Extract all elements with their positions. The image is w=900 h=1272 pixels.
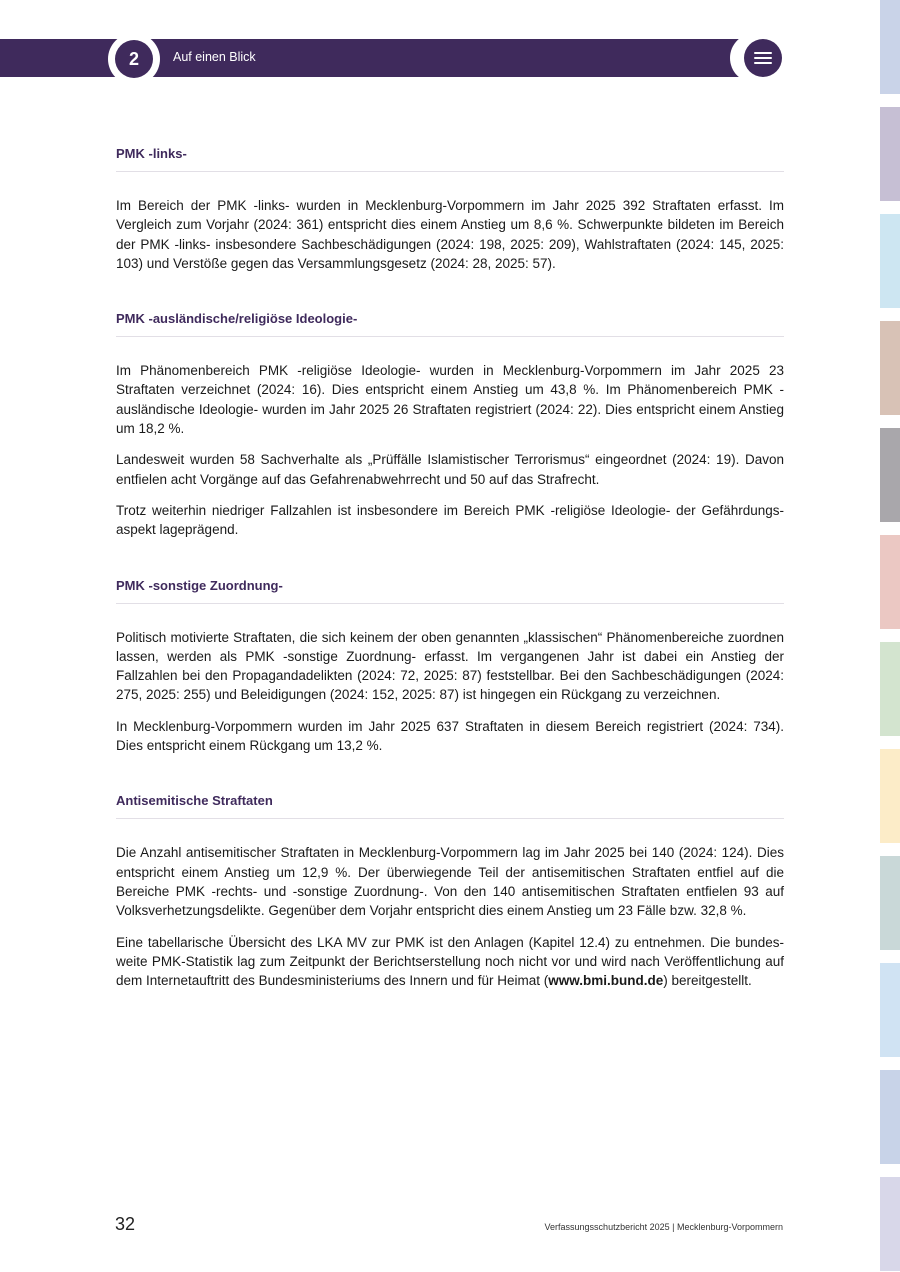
bmi-link[interactable]: www.bmi.bund.de xyxy=(548,973,664,989)
menu-button[interactable] xyxy=(730,33,790,83)
chapter-tab[interactable] xyxy=(880,214,900,308)
chapter-tab[interactable] xyxy=(880,642,900,736)
main-content xyxy=(116,146,784,1002)
chapter-title[interactable]: Auf einen Blick xyxy=(173,50,256,64)
chapter-tab[interactable] xyxy=(880,107,900,201)
chapter-tabs xyxy=(880,0,900,1272)
page-number: 32 xyxy=(115,1214,136,1234)
paragraph: Trotz weiterhin niedriger Fallzahlen ist insbesondere im Bereich PMK -religiöse Ideologie- der Gefährdungsaspekt lageprägend. xyxy=(116,502,784,538)
chapter-tab[interactable] xyxy=(880,535,900,629)
chapter-tab[interactable] xyxy=(880,1070,900,1164)
paragraph: Im Phänomenbereich PMK -religiöse Ideologie- wurden in Mecklenburg-Vorpommern im Jahr 2025 23 Straftaten verzeichnet (2024: 16). Dies entspricht einem Anstieg um 43,8 %. Im Phänomenbereich PMK -ausländische Ideologie- wurden im Jahr 2025 26 Straftaten registriert (2024: 22). Dies entspricht einem Anstieg um 18,2 %. xyxy=(116,363,784,437)
chapter-tab[interactable] xyxy=(880,749,900,843)
hamburger-menu-icon[interactable] xyxy=(744,39,782,77)
paragraph: Im Bereich der PMK -links- wurden in Mecklenburg-Vorpommern im Jahr 2025 392 Straftaten erfasst. Im Vergleich zum Vorjahr (2024: 361) entspricht dies einem Anstieg um 8,6 %. Schwerpunkte bildeten im Bereich der PMK -links- insbesondere Sachbeschädigungen (2024: 198, 2025: 209), Wahlstraftaten (2024: 145, 2025: 103) und Verstöße gegen das Versammlungsgesetz (2024: 28, 2025: 57). xyxy=(116,198,784,271)
chapter-tab[interactable] xyxy=(880,321,900,415)
section-pmk-sonstige xyxy=(116,578,784,756)
paragraph: Politisch motivierte Straftaten, die sich keinem der oben genannten „klassischen“ Phänomenbereiche zuordnen lassen, werden als PMK -sonstige Zuordnung- erfasst. Im vergangenen Jahr ist dabei ein Anstieg der Fallzahlen bei den Propagandadelikten (2024: 72, 2025: 87) feststellbar. Bei den Sachbeschädigungen (2024: 275, 2025: 255) und Beleidigungen (2024: 152, 2025: 87) ist hingegen ein Rückgang zu verzeichnen. xyxy=(116,629,784,703)
chapter-tab[interactable] xyxy=(880,963,900,1057)
paragraph-text: ) bereitgestellt. xyxy=(663,973,752,989)
chapter-tab[interactable] xyxy=(880,856,900,950)
footer-text: Verfassungsschutzbericht 2025 | Mecklenburg-Vorpommern xyxy=(544,1222,783,1232)
section-heading: PMK -sonstige Zuordnung- xyxy=(116,578,784,604)
chapter-badge xyxy=(108,33,160,85)
paragraph xyxy=(116,933,784,991)
paragraph: Die Anzahl antisemitischer Straftaten in Mecklenburg-Vorpommern lag im Jahr 2025 bei 140 (2024: 124). Dies entspricht einem Anstieg um 12,9 %. Der überwiegende Teil der antisemitischen Straftaten entfiel auf die Bereiche PMK -rechts- und -sonstige Zuordnung-. Von den 140 antisemitischen Straftaten entfielen 93 auf Volksverhetzungsdelikte. Gegenüber dem Vorjahr entspricht dies einem Anstieg um 23 Fälle bzw. 32,8 %. xyxy=(116,845,784,919)
section-pmk-auslaendisch xyxy=(116,311,784,539)
chapter-number: 2 xyxy=(115,40,153,78)
section-heading: Antisemitische Straftaten xyxy=(116,793,784,819)
paragraph: In Mecklenburg-Vorpommern wurden im Jahr 2025 637 Straftaten in diesem Bereich registriert (2024: 734). Dies entspricht einem Rückgang um 13,2 %. xyxy=(116,718,784,754)
chapter-tab[interactable] xyxy=(880,428,900,522)
section-antisemitische-straftaten xyxy=(116,793,784,990)
paragraph-text: Eine tabellarische Übersicht des LKA MV zur PMK ist den Anlagen (Kapitel 12.4) zu entnehmen. Die bundesweite PMK-Statistik lag zum Zeitpunkt der Berichtserstellung noch nicht vor und wird nach Veröffentlichung auf dem Internetauftritt des Bundesministeriums des Innern und für Heimat ( xyxy=(116,934,784,989)
section-heading: PMK -links- xyxy=(116,146,784,172)
paragraph: Landesweit wurden 58 Sachverhalte als „Prüffälle Islamistischer Terrorismus“ eingeordnet (2024: 19). Davon entfielen acht Vorgänge auf das Gefahrenabwehrrecht und 50 auf das Strafrecht. xyxy=(116,452,784,487)
chapter-tab[interactable] xyxy=(880,1177,900,1271)
section-pmk-links xyxy=(116,146,784,273)
chapter-tab[interactable] xyxy=(880,0,900,94)
section-heading: PMK -ausländische/religiöse Ideologie- xyxy=(116,311,784,337)
